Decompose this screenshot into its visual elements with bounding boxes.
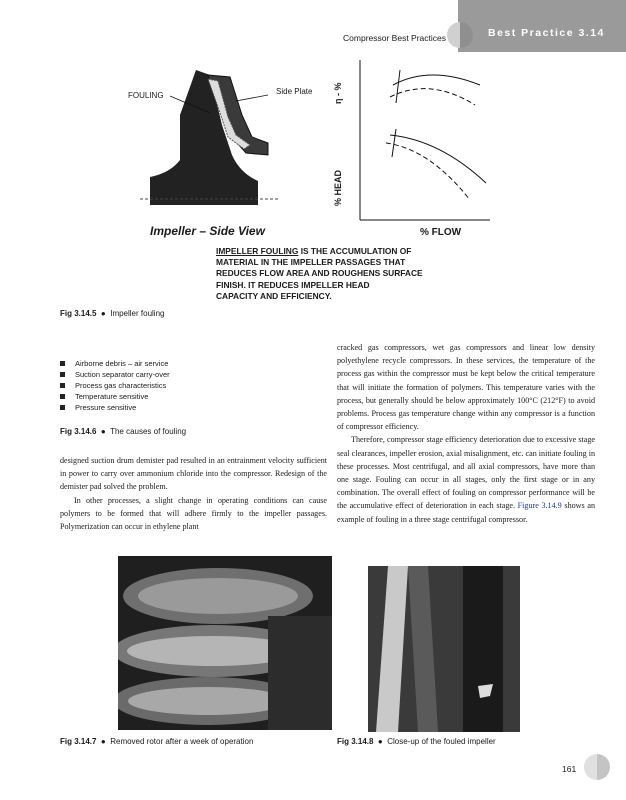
list-item: Pressure sensitive [60, 402, 170, 413]
list-item: Suction separator carry-over [60, 369, 170, 380]
impeller-closeup-photo [368, 566, 520, 732]
fouling-label: FOULING [128, 91, 164, 100]
section-tab-label: Best Practice 3.14 [488, 27, 605, 39]
side-plate-label: Side Plate [276, 87, 313, 96]
header-tab-background [458, 0, 626, 52]
caption-text: The causes of fouling [110, 427, 187, 436]
note-underlined-term: IMPELLER FOULING [216, 246, 299, 256]
right-column-text [337, 341, 595, 526]
head-curve-clean [390, 135, 486, 183]
rotor-photo-graphic [118, 556, 332, 730]
bullet-square-icon [60, 383, 65, 388]
figure-caption-3-14-5 [60, 309, 164, 318]
caption-text: Impeller fouling [110, 309, 165, 318]
bullet-square-icon [60, 372, 65, 377]
fouling-causes-list [60, 358, 170, 413]
paragraph: Therefore, compressor stage efficiency deterioration due to excessive stage seal clearances, impeller erosion, axial misalignment, etc. can initiate fouling in these processes. Most centrifugal, and all axial compressors, have more than one stage. Fouling can occur in all stages, only the first stage or in any combination. The overall effect of fouling on compressor performance will be the accumulative effect of deterioration in each stage. Figure 3.14.9 shows an example of fouling in a three stage centrifugal compressor. [337, 435, 596, 524]
caption-number: Fig 3.14.5 [60, 309, 97, 318]
paragraph: In other processes, a slight change in operating conditions can cause polymers to be formed that will adhere firmly to the impeller passages. Polymerization can occur in ethylene plant [60, 495, 327, 532]
surge-line-1 [396, 70, 400, 103]
caption-number: Fig 3.14.8 [337, 737, 374, 746]
note-line-4: FINISH. IT REDUCES IMPELLER HEAD [216, 279, 370, 290]
bullet-square-icon [60, 405, 65, 410]
impeller-fouling-diagram [110, 55, 490, 250]
header-circle-decoration [447, 22, 473, 48]
caption-text: Close-up of the fouled impeller [387, 737, 496, 746]
bullet-square-icon [60, 361, 65, 366]
note-line-5: CAPACITY AND EFFICIENCY. [216, 290, 332, 301]
rotor-photo [118, 556, 332, 730]
note-line-3: REDUCES FLOW AREA AND ROUGHENS SURFACE [216, 268, 423, 279]
caption-text: Removed rotor after a week of operation [110, 737, 254, 746]
caption-number: Fig 3.14.7 [60, 737, 97, 746]
caption-number: Fig 3.14.6 [60, 427, 97, 436]
fouling-definition-note [216, 246, 423, 302]
flow-axis-label: % FLOW [420, 227, 462, 238]
side-view-label: Impeller – Side View [150, 224, 265, 238]
efficiency-axis-label: η - % [333, 82, 343, 104]
figure-caption-3-14-8 [337, 737, 496, 746]
figure-caption-3-14-7 [60, 737, 253, 746]
paragraph: cracked gas compressors, wet gas compressors and linear low density polyethylene recycle compressors. In these services, the temperature of the process gas within the compressor must be kept below the critical temperature that will initiate the formation of polymers. This temperature varies with the process, but generally should be below approximately 100°C (212°F) to avoid problems. Process gas temperature change within any compressor is a function of compressor efficiency. [337, 343, 595, 432]
left-column-text [60, 454, 327, 533]
head-axis-label: % HEAD [333, 169, 343, 206]
list-item: Airborne debris – air service [60, 358, 170, 369]
note-line-1: IS THE ACCUMULATION OF [300, 246, 412, 256]
efficiency-curve-fouled [390, 89, 475, 105]
efficiency-curve-clean [393, 75, 480, 85]
list-item: Process gas characteristics [60, 380, 170, 391]
caption-bullet: ● [98, 737, 108, 746]
surge-line-2 [392, 129, 396, 157]
page-number: 161 [562, 764, 577, 774]
note-line-2: MATERIAL IN THE IMPELLER PASSAGES THAT [216, 257, 406, 268]
caption-bullet: ● [98, 427, 108, 436]
page-circle-decoration [584, 754, 610, 780]
bullet-square-icon [60, 394, 65, 399]
paragraph: designed suction drum demister pad resulted in an entrainment velocity sufficient in power to carry over ammonium chloride into the compressor. Redesign of the demister pad solved the problem. [60, 456, 327, 492]
impeller-closeup-graphic [368, 566, 520, 732]
side-plate-leader [236, 95, 268, 101]
caption-bullet: ● [375, 737, 385, 746]
head-curve-fouled [386, 143, 470, 200]
figure-caption-3-14-6 [60, 427, 186, 436]
figure-reference-link[interactable]: Figure 3.14.9 [517, 501, 562, 511]
list-item: Temperature sensitive [60, 391, 170, 402]
caption-bullet: ● [98, 309, 108, 318]
running-header-title: Compressor Best Practices [343, 33, 446, 43]
